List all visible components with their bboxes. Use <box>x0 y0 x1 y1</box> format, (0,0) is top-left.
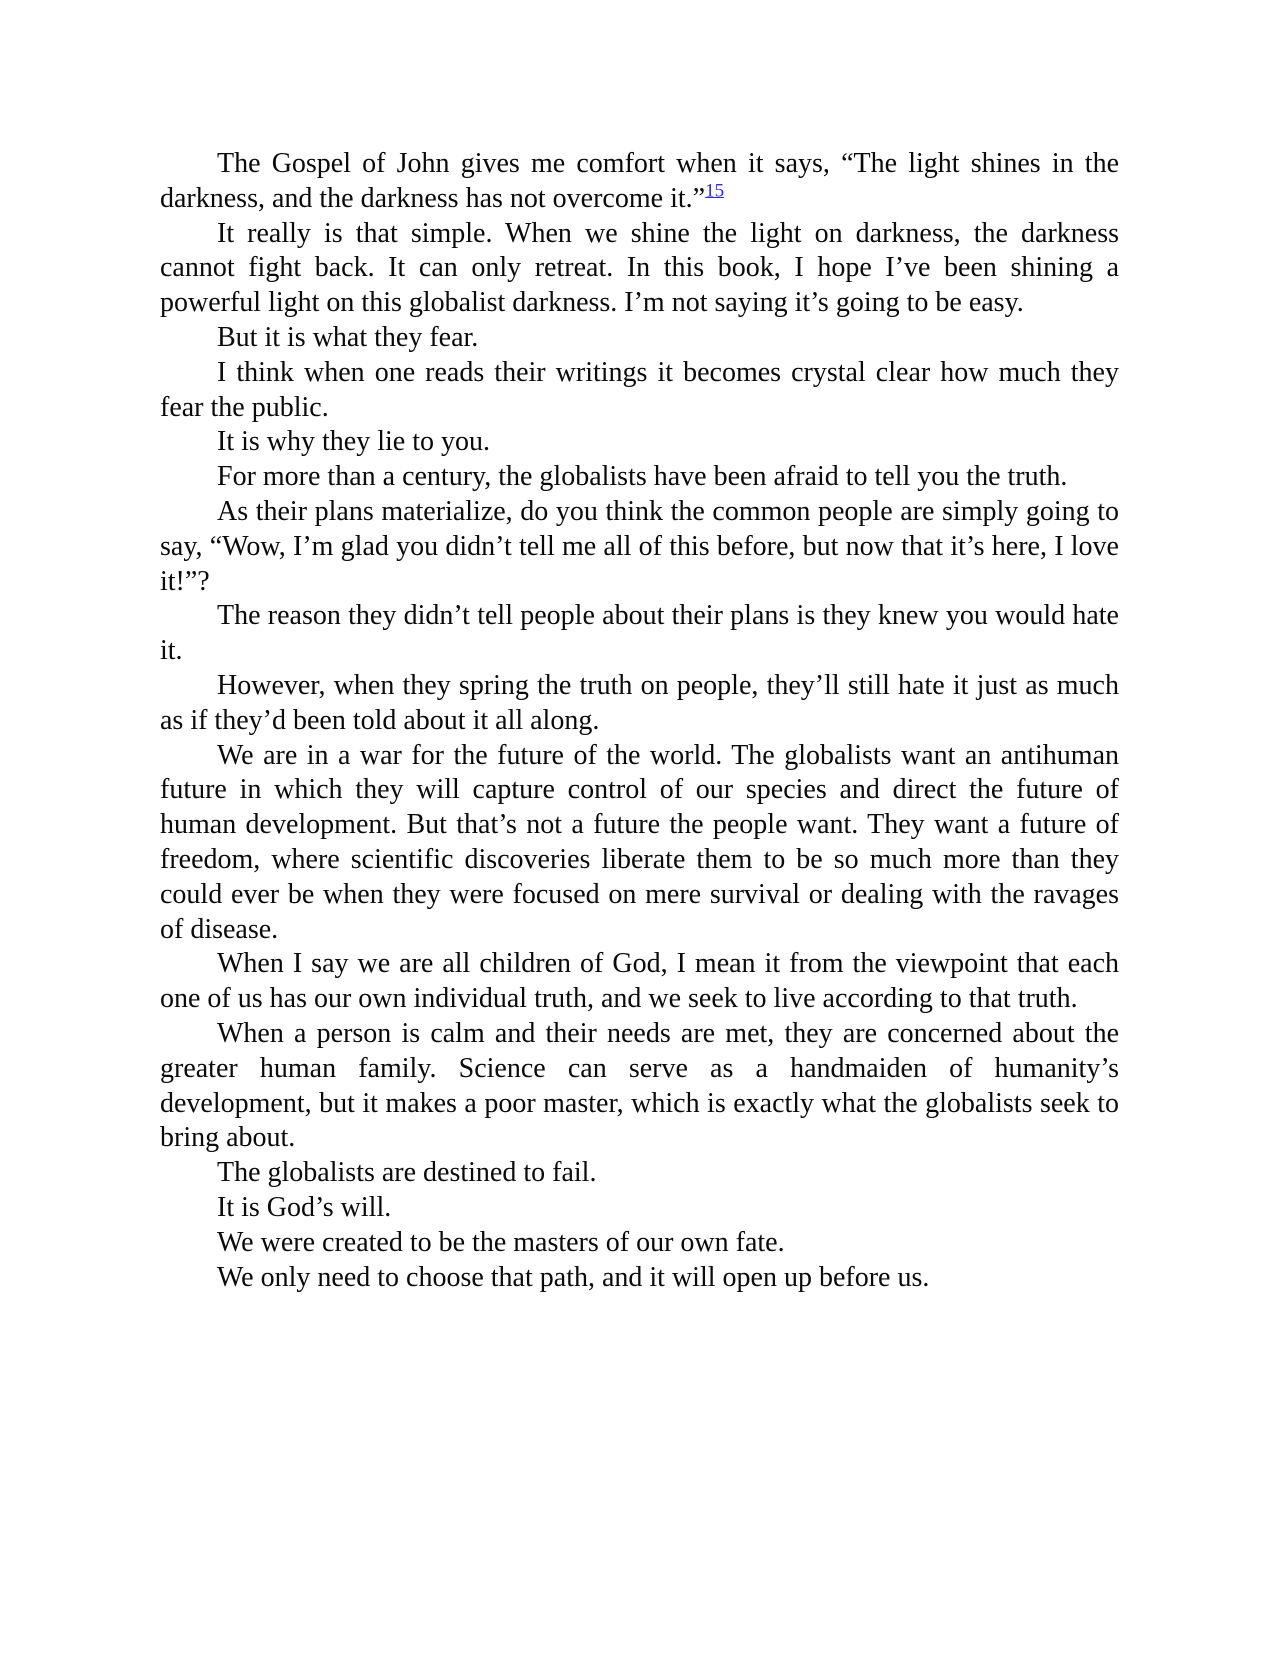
paragraph: But it is what they fear. <box>217 321 479 353</box>
paragraph: The reason they didn’t tell people about their plans is they knew you would hate it. <box>160 600 1119 667</box>
paragraph: The globalists are destined to fail. <box>217 1157 597 1189</box>
page-body <box>160 147 1119 1295</box>
paragraph: It is why they lie to you. <box>217 426 490 458</box>
footnote-marker <box>705 180 724 201</box>
paragraph: When a person is calm and their needs are met, they are concerned about the greater human family. Science can serve as a handmaiden of humanity’s development, but it makes a poor master, which is exactly what the globalists seek to bring about. <box>160 1017 1119 1154</box>
footnote-link[interactable]: 15 <box>705 180 725 202</box>
paragraph: I think when one reads their writings it becomes crystal clear how much they fear the public. <box>160 356 1119 423</box>
paragraph: When I say we are all children of God, I mean it from the viewpoint that each one of us has our own individual truth, and we seek to live according to that truth. <box>160 948 1119 1015</box>
paragraph: We only need to choose that path, and it will open up before us. <box>217 1261 930 1293</box>
paragraph: For more than a century, the globalists have been afraid to tell you the truth. <box>217 461 1068 493</box>
paragraph: We were created to be the masters of our own fate. <box>217 1226 785 1258</box>
paragraph: We are in a war for the future of the world. The globalists want an antihuman future in which they will capture control of our species and direct the future of human development. But that’s not a future the people want. They want a future of freedom, where scientific discoveries liberate them to be so much more than they could ever be when they were focused on mere survival or dealing with the ravages of disease. <box>160 739 1119 945</box>
paragraph: It is God’s will. <box>217 1191 392 1223</box>
paragraph: As their plans materialize, do you think the common people are simply going to say, “Wow, I’m glad you didn’t tell me all of this before, but now that it’s here, I love it!”? <box>160 495 1119 597</box>
paragraph: However, when they spring the truth on people, they’ll still hate it just as much as if they’d been told about it all along. <box>160 669 1119 736</box>
paragraph: It really is that simple. When we shine the light on darkness, the darkness cannot fight back. It can only retreat. In this book, I hope I’ve been shining a powerful light on this globalist darkness. I’m not saying it’s going to be easy. <box>160 217 1119 319</box>
paragraph: The Gospel of John gives me comfort when it says, “The light shines in the darkness, and the darkness has not overcome it.”$^{15}$ <box>160 148 1119 214</box>
